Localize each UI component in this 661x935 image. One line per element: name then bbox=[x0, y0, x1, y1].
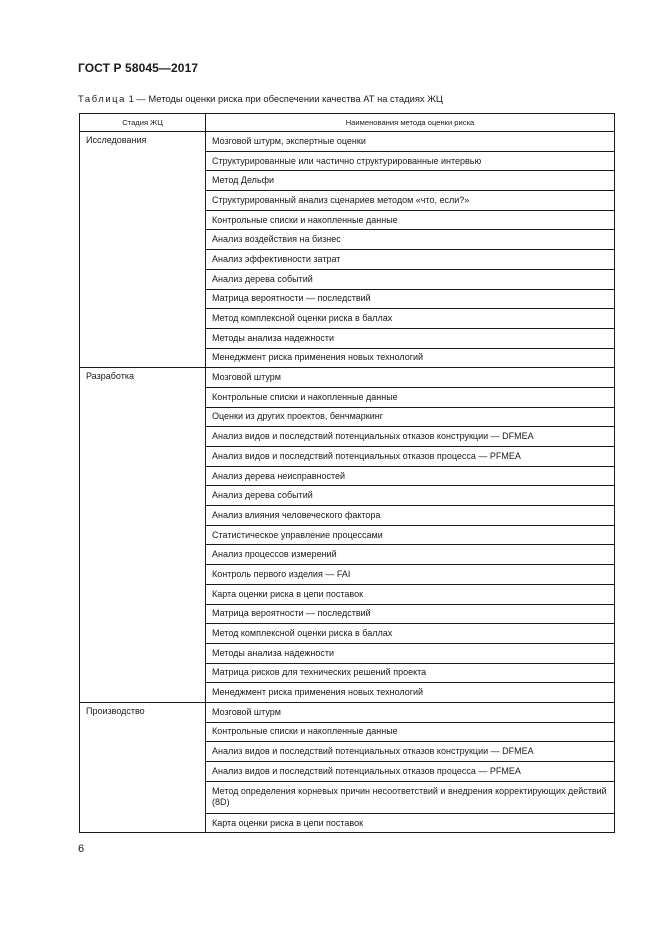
method-cell: Статистическое управление процессами bbox=[206, 525, 615, 545]
table-body bbox=[80, 132, 615, 833]
risk-methods-table bbox=[79, 113, 615, 833]
page-number: 6 bbox=[78, 843, 85, 855]
method-cell: Анализ видов и последствий потенциальных отказов процесса — PFMEA bbox=[206, 447, 615, 467]
method-cell: Анализ дерева событий bbox=[206, 269, 615, 289]
stage-cell: Исследования bbox=[80, 132, 206, 368]
method-cell: Контрольные списки и накопленные данные bbox=[206, 210, 615, 230]
method-cell: Оценки из других проектов, бенчмаркинг bbox=[206, 407, 615, 427]
method-cell: Метод комплексной оценки риска в баллах bbox=[206, 624, 615, 644]
method-cell: Анализ процессов измерений bbox=[206, 545, 615, 565]
method-cell: Мозговой штурм, экспертные оценки bbox=[206, 132, 615, 152]
method-cell: Анализ дерева событий bbox=[206, 486, 615, 506]
method-cell: Метод Дельфи bbox=[206, 171, 615, 191]
method-cell: Контрольные списки и накопленные данные bbox=[206, 722, 615, 742]
method-cell: Методы анализа надежности bbox=[206, 328, 615, 348]
table-row bbox=[80, 132, 615, 152]
method-cell: Менеджмент риска применения новых технологий bbox=[206, 348, 615, 368]
method-cell: Матрица рисков для технических решений проекта bbox=[206, 663, 615, 683]
method-cell: Матрица вероятности — последствий bbox=[206, 289, 615, 309]
method-cell: Мозговой штурм bbox=[206, 368, 615, 388]
table-row bbox=[80, 368, 615, 388]
method-cell: Контрольные списки и накопленные данные bbox=[206, 387, 615, 407]
method-cell: Метод определения корневых причин несоответствий и внедрения корректирующих действий (8D) bbox=[206, 781, 615, 813]
method-cell: Анализ эффективности затрат bbox=[206, 250, 615, 270]
method-cell: Анализ видов и последствий потенциальных отказов конструкции — DFMEA bbox=[206, 742, 615, 762]
method-cell: Анализ дерева неисправностей bbox=[206, 466, 615, 486]
table-caption-label: Таблица bbox=[78, 93, 126, 104]
method-cell: Анализ видов и последствий потенциальных отказов конструкции — DFMEA bbox=[206, 427, 615, 447]
method-cell: Метод комплексной оценки риска в баллах bbox=[206, 309, 615, 329]
method-cell: Карта оценки риска в цепи поставок bbox=[206, 813, 615, 833]
table-caption bbox=[78, 93, 443, 104]
table-header-row bbox=[80, 114, 615, 132]
method-cell: Структурированные или частично структурированные интервью bbox=[206, 151, 615, 171]
method-cell: Матрица вероятности — последствий bbox=[206, 604, 615, 624]
column-header-stage: Стадия ЖЦ bbox=[80, 114, 206, 132]
method-cell: Анализ видов и последствий потенциальных отказов процесса — PFMEA bbox=[206, 762, 615, 782]
table-row bbox=[80, 702, 615, 722]
method-cell: Карта оценки риска в цепи поставок bbox=[206, 584, 615, 604]
method-cell: Анализ влияния человеческого фактора bbox=[206, 506, 615, 526]
method-cell: Анализ воздействия на бизнес bbox=[206, 230, 615, 250]
stage-cell: Производство bbox=[80, 702, 206, 832]
method-cell: Менеджмент риска применения новых технологий bbox=[206, 683, 615, 703]
method-cell: Контроль первого изделия — FAI bbox=[206, 565, 615, 585]
stage-cell: Разработка bbox=[80, 368, 206, 703]
column-header-method: Наименования метода оценки риска bbox=[206, 114, 615, 132]
method-cell: Структурированный анализ сценариев методом «что, если?» bbox=[206, 191, 615, 211]
method-cell: Мозговой штурм bbox=[206, 702, 615, 722]
document-code: ГОСТ Р 58045—2017 bbox=[78, 61, 199, 75]
table-caption-title: 1 — Методы оценки риска при обеспечении качества АТ на стадиях ЖЦ bbox=[128, 93, 443, 104]
method-cell: Методы анализа надежности bbox=[206, 643, 615, 663]
